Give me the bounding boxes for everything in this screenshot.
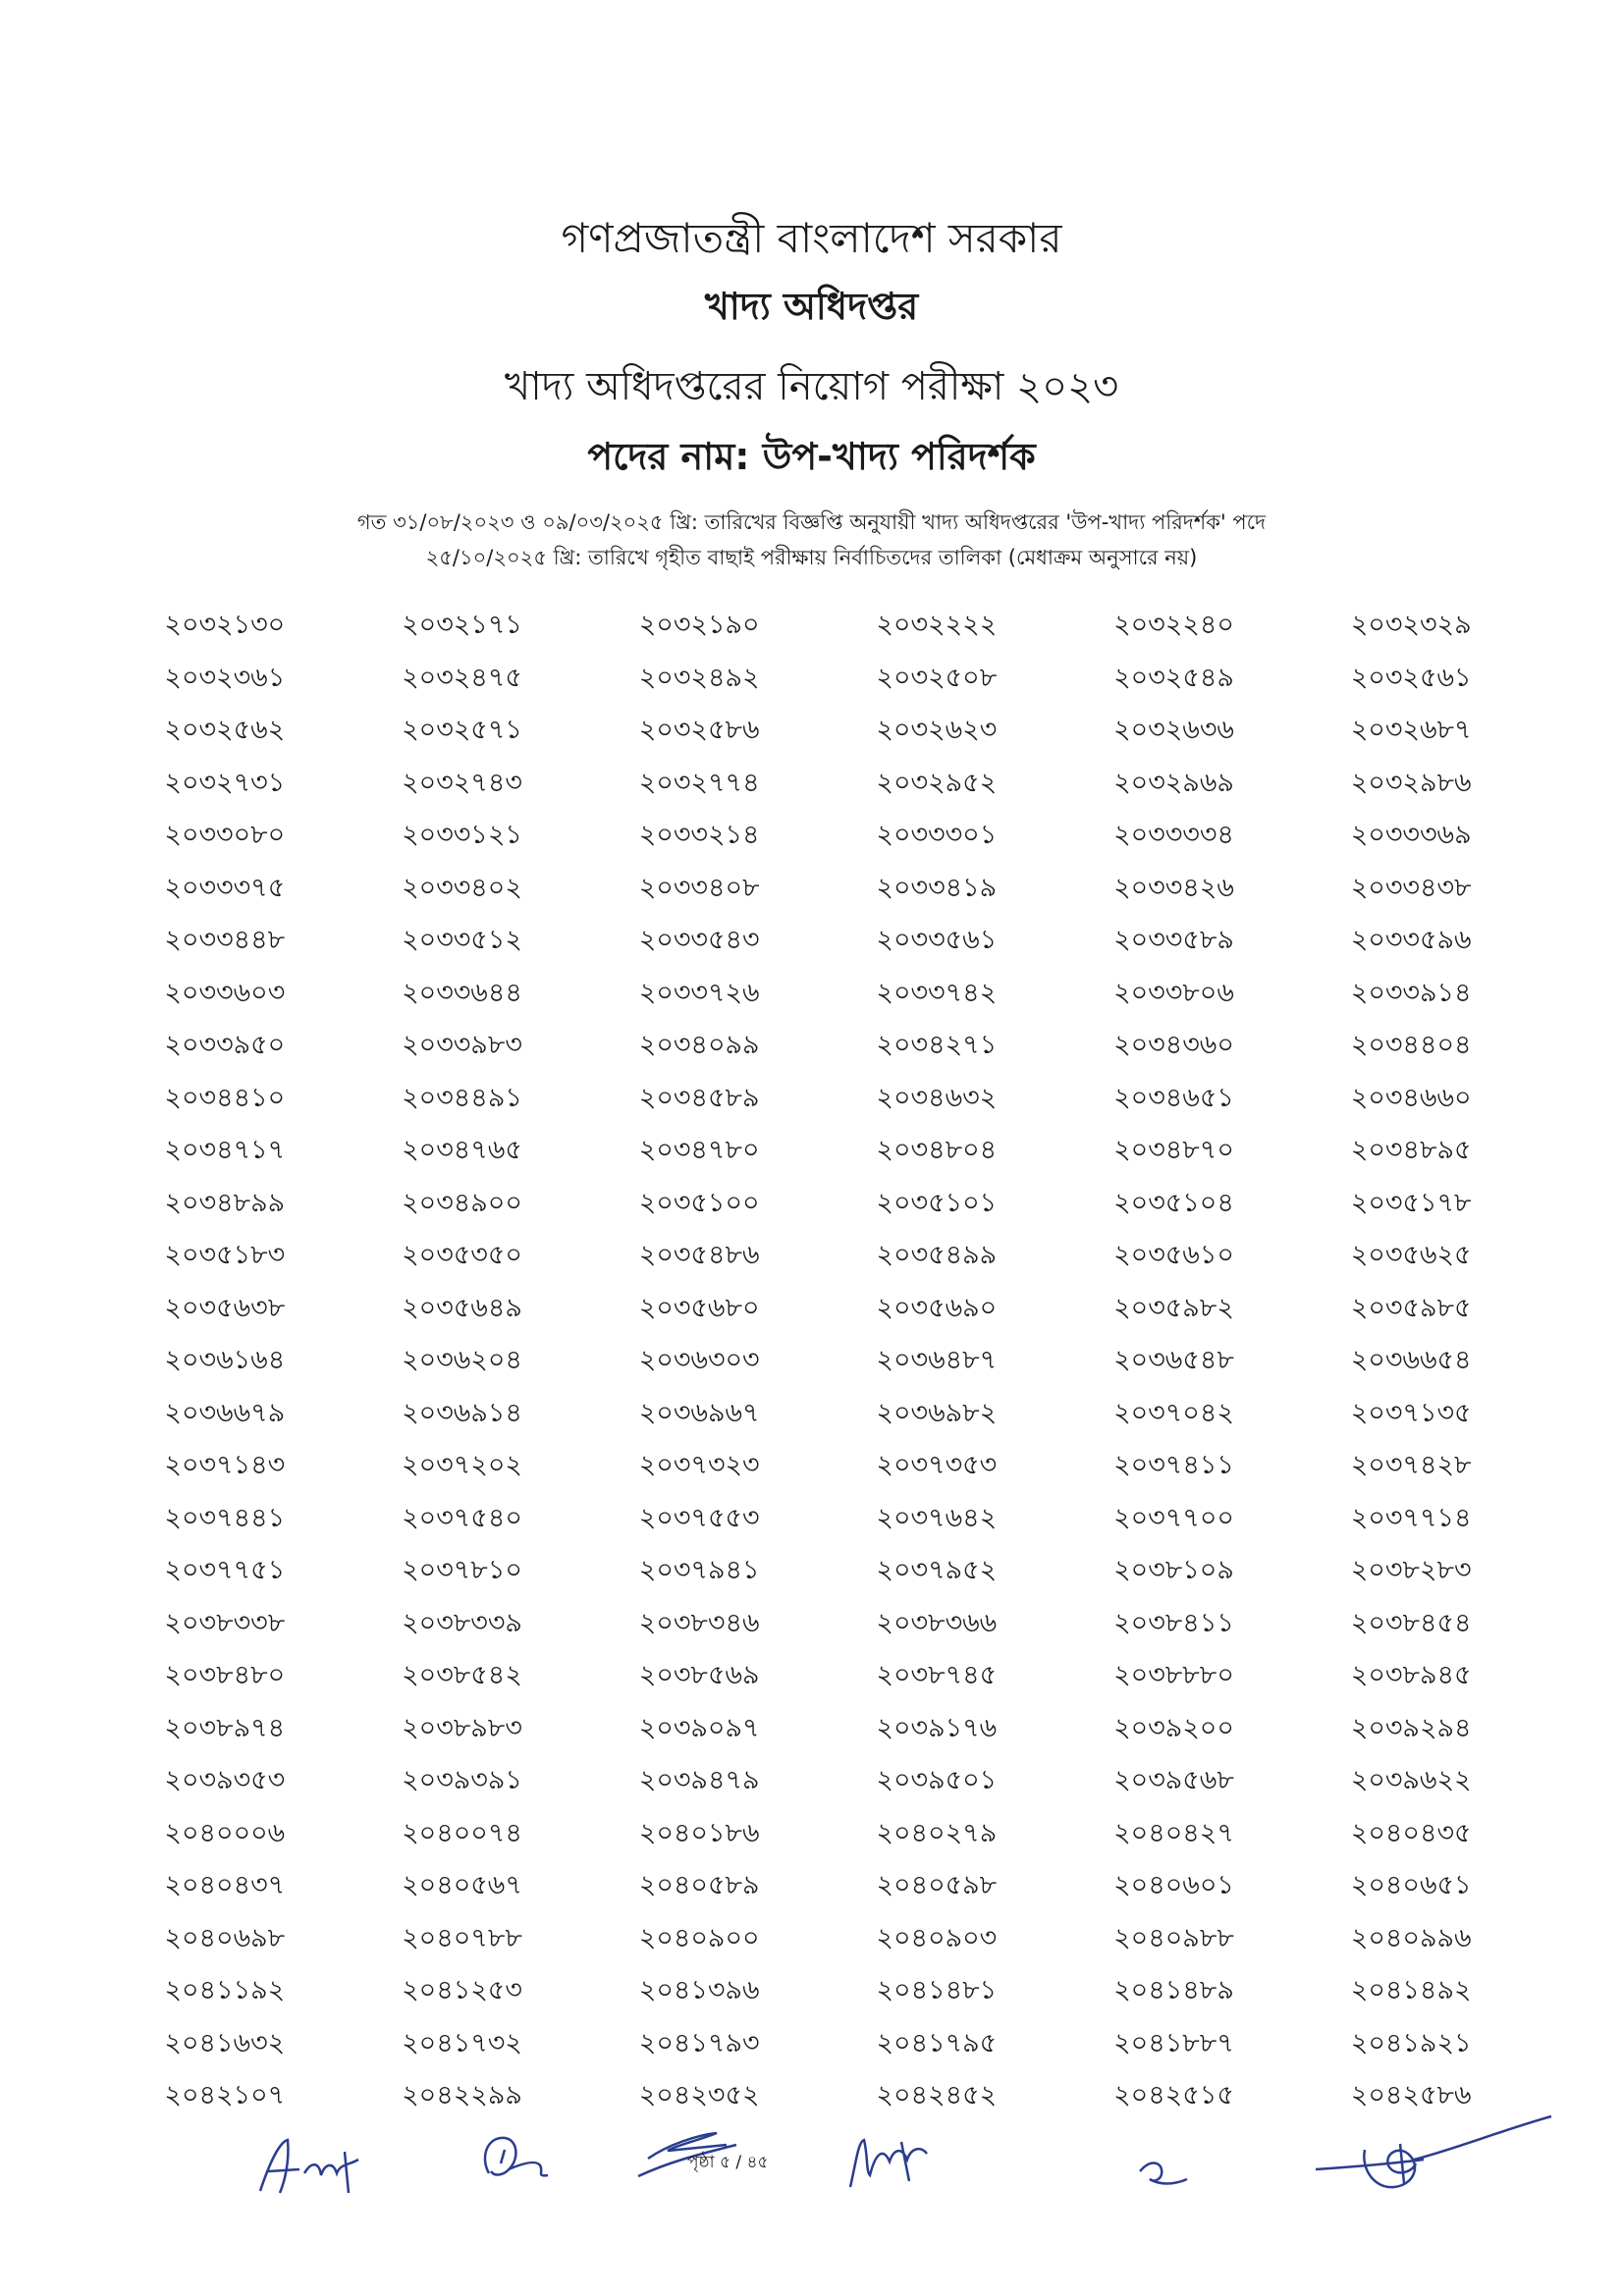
roll-number-cell: ২০৩৮২৮৩: [1350, 1555, 1472, 1586]
roll-number-cell: ২০৩৫৬৪৯: [402, 1292, 522, 1323]
roll-number-cell: ২০৩২৫৭১: [402, 715, 522, 746]
roll-number-cell: ২০৩৮১০৯: [1113, 1555, 1234, 1586]
roll-number-cell: ২০৩২১৯০: [638, 610, 760, 641]
roll-number-cell: ২০৩২৫০৮: [876, 662, 998, 693]
roll-number-cell: ২০৩৭৪১১: [1113, 1450, 1234, 1481]
government-title: গণপ্রজাতন্ত্রী বাংলাদেশ সরকার: [561, 214, 1062, 262]
roll-number-cell: ২০৩৮৩৩৮: [164, 1607, 286, 1638]
roll-number-cell: ২০৩৩৫১২: [402, 925, 522, 956]
roll-number-cell: ২০৩৯৫৬৮: [1113, 1765, 1234, 1796]
roll-number-cell: ২০৩৪৩৬০: [1113, 1030, 1234, 1061]
roll-number-cell: ২০৩২৬৮৭: [1350, 715, 1472, 746]
roll-number-cell: ২০৩৭৫৫৩: [638, 1502, 760, 1533]
roll-number-cell: ২০৩৪৭৮০: [638, 1135, 760, 1166]
roll-number-cell: ২০৩২২৪০: [1113, 610, 1234, 641]
roll-number-cell: ২০৩৭০৪২: [1113, 1397, 1234, 1428]
roll-number-cell: ২০৩৯৫০১: [876, 1765, 998, 1796]
roll-number-cell: ২০৩৭৭১৪: [1350, 1502, 1472, 1533]
notice-line-1: গত ৩১/০৮/২০২৩ ও ০৯/০৩/২০২৫ খ্রি: তারিখের বিজ্ঞপ্তি অনুযায়ী খাদ্য অধিদপ্তরের 'উপ-খাদ্য পরিদর্শক' পদে: [356, 510, 1267, 534]
roll-number-cell: ২০৪০৬৯৮: [164, 1922, 286, 1953]
roll-number-cell: ২০৩৫৬১০: [1113, 1240, 1234, 1271]
roll-number-cell: ২০৪১৭৩২: [402, 2027, 522, 2058]
roll-number-cell: ২০৩৪৪০৪: [1350, 1030, 1472, 1061]
roll-number-cell: ২০৩৫১০০: [638, 1187, 760, 1218]
roll-number-cell: ২০৩৮৯৭৪: [164, 1712, 286, 1743]
roll-number-cell: ২০৪০৯০৩: [876, 1922, 998, 1953]
roll-number-cell: ২০৪০৯৮৮: [1113, 1922, 1234, 1953]
roll-number-cell: ২০৩৩৯৫০: [164, 1030, 286, 1061]
exam-title: খাদ্য অধিদপ্তরের নিয়োগ পরীক্ষা ২০২৩: [504, 364, 1119, 409]
roll-number-cell: ২০৩৭৭৫১: [164, 1555, 286, 1586]
roll-number-cell: ২০৪২২৯৯: [402, 2080, 522, 2111]
roll-number-cell: ২০৪০৫৮৯: [638, 1870, 760, 1901]
roll-number-cell: ২০৪০৬০১: [1113, 1870, 1234, 1901]
roll-number-cell: ২০৩৩৪৪৮: [164, 925, 286, 956]
roll-number-cell: ২০৩৬৬৫৪: [1350, 1345, 1472, 1376]
roll-number-cell: ২০৪১৮৮৭: [1113, 2027, 1234, 2058]
roll-number-cell: ২০৩৬৯৬৭: [638, 1397, 760, 1428]
roll-number-cell: ২০৪০৭৮৮: [402, 1922, 522, 1953]
roll-number-cell: ২০৩২১৩০: [164, 610, 286, 641]
signature-2: [471, 2130, 569, 2189]
roll-number-cell: ২০৩৯২৯৪: [1350, 1712, 1472, 1743]
roll-number-cell: ২০৩৩৬০৩: [164, 977, 286, 1008]
roll-number-cell: ২০৩৯৩৫৩: [164, 1765, 286, 1796]
roll-number-cell: ২০৩৮৯৮৩: [402, 1712, 522, 1743]
roll-number-cell: ২০৩৪৭১৭: [164, 1135, 286, 1166]
roll-number-cell: ২০৪১৯২১: [1350, 2027, 1472, 2058]
roll-number-cell: ২০৩৭৮১০: [402, 1555, 522, 1586]
roll-number-cell: ২০৩২৯৫২: [876, 767, 998, 798]
roll-number-cell: ২০৩৫৬২৫: [1350, 1240, 1472, 1271]
roll-number-cell: ২০৩৩৩৭৫: [164, 872, 286, 903]
roll-number-cell: ২০৩৩৫৪৩: [638, 925, 760, 956]
roll-number-cell: ২০৩৮৩৩৯: [402, 1607, 522, 1638]
roll-number-cell: ২০৩৪৮৯৫: [1350, 1135, 1472, 1166]
roll-number-cell: ২০৩৯১৭৬: [876, 1712, 998, 1743]
post-name: পদের নাম: উপ-খাদ্য পরিদর্শক: [587, 435, 1036, 478]
roll-number-cell: ২০৩৪৯০০: [402, 1187, 522, 1218]
roll-number-cell: ২০৪১৭৯৫: [876, 2027, 998, 2058]
department-title: খাদ্য অধিদপ্তর: [704, 285, 919, 328]
roll-number-cell: ২০৩৫৬৩৮: [164, 1292, 286, 1323]
roll-number-cell: ২০৩৭৯৫২: [876, 1555, 998, 1586]
roll-number-cell: ২০৪০০০৬: [164, 1817, 286, 1848]
roll-number-cell: ২০৩৩৩৬৯: [1350, 820, 1472, 851]
roll-number-cell: ২০৩৭৫৪০: [402, 1502, 522, 1533]
roll-number-cell: ২০৩৪০৯৯: [638, 1030, 760, 1061]
roll-number-cell: ২০৩৬৬৭৯: [164, 1397, 286, 1428]
roll-number-cell: ২০৩৪৪১০: [164, 1082, 286, 1113]
roll-number-cell: ২০৩৮৭৪৫: [876, 1660, 998, 1691]
roll-number-cell: ২০৩৫৩৫০: [402, 1240, 522, 1271]
roll-number-cell: ২০৩৫৪৯৯: [876, 1240, 998, 1271]
roll-number-cell: ২০৩৭৪২৮: [1350, 1450, 1472, 1481]
roll-number-cell: ২০৩৮৮৮০: [1113, 1660, 1234, 1691]
roll-number-cell: ২০৩৪৬৩২: [876, 1082, 998, 1113]
roll-number-cell: ২০৪১৩৯৬: [638, 1975, 760, 2006]
roll-number-cell: ২০৩৩৫৬১: [876, 925, 998, 956]
roll-number-cell: ২০৩৭৭০০: [1113, 1502, 1234, 1533]
roll-number-cell: ২০৩৫১০৪: [1113, 1187, 1234, 1218]
roll-number-cell: ২০৪০৫৬৭: [402, 1870, 522, 1901]
roll-number-cell: ২০৩৫৬৮০: [638, 1292, 760, 1323]
roll-number-cell: ২০৪০৪৩৭: [164, 1870, 286, 1901]
roll-number-cell: ২০৩৮৯৪৫: [1350, 1660, 1472, 1691]
roll-number-cell: ২০৩৬৫৪৮: [1113, 1345, 1234, 1376]
roll-number-cell: ২০৪০৯০০: [638, 1922, 760, 1953]
roll-number-cell: ২০৩২২২২: [876, 610, 998, 641]
roll-number-cell: ২০৩২৬৩৬: [1113, 715, 1234, 746]
roll-number-cell: ২০৩৯০৯৭: [638, 1712, 760, 1743]
roll-number-cell: ২০৩২১৭১: [402, 610, 522, 641]
roll-number-cell: ২০৩২৪৯২: [638, 662, 760, 693]
roll-number-cell: ২০৩৭৯৪১: [638, 1555, 760, 1586]
roll-number-cell: ২০৩৩৪০২: [402, 872, 522, 903]
roll-number-cell: ২০৩৪৬৬০: [1350, 1082, 1472, 1113]
roll-number-cell: ২০৩৭৩২৩: [638, 1450, 760, 1481]
roll-number-cell: ২০৩৫৬৯০: [876, 1292, 998, 1323]
roll-number-cell: ২০৩২৫৬১: [1350, 662, 1472, 693]
roll-number-cell: ২০৩৮৩৬৬: [876, 1607, 998, 1638]
roll-number-cell: ২০৪১১৯২: [164, 1975, 286, 2006]
roll-number-cell: ২০৩৩৯১৪: [1350, 977, 1472, 1008]
roll-number-cell: ২০৩৬৯৮২: [876, 1397, 998, 1428]
roll-number-cell: ২০৩৩৬৪৪: [402, 977, 522, 1008]
roll-number-cell: ২০৩৫৯৮৫: [1350, 1292, 1472, 1323]
roll-number-cell: ২০৩৩৪২৬: [1113, 872, 1234, 903]
roll-number-cell: ২০৩৩১২১: [402, 820, 522, 851]
roll-number-cell: ২০৪০১৮৬: [638, 1817, 760, 1848]
roll-number-cell: ২০৪২১০৭: [164, 2080, 286, 2111]
roll-number-cell: ২০৩৩৫৮৯: [1113, 925, 1234, 956]
roll-number-cell: ২০৩৪৮৯৯: [164, 1187, 286, 1218]
roll-number-cell: ২০৩২৪৭৫: [402, 662, 522, 693]
roll-number-cell: ২০৩২৩২৯: [1350, 610, 1472, 641]
roll-number-cell: ২০৩৬১৬৪: [164, 1345, 286, 1376]
roll-number-cell: ২০৪১৬৩২: [164, 2027, 286, 2058]
roll-number-cell: ২০৩৫১০১: [876, 1187, 998, 1218]
roll-number-cell: ২০৩৩৭২৬: [638, 977, 760, 1008]
roll-number-cell: ২০৩৬৯১৪: [402, 1397, 522, 1428]
roll-number-cell: ২০৪০৫৯৮: [876, 1870, 998, 1901]
roll-number-cell: ২০৩৪৬৫১: [1113, 1082, 1234, 1113]
roll-number-cell: ২০৩৩৪১৯: [876, 872, 998, 903]
roll-number-cell: ২০৪২৫৮৬: [1350, 2080, 1472, 2111]
roll-number-cell: ২০৪০৪২৭: [1113, 1817, 1234, 1848]
roll-number-cell: ২০৪০২৭৯: [876, 1817, 998, 1848]
roll-number-cell: ২০৪২৪৫২: [876, 2080, 998, 2111]
roll-number-cell: ২০৩২৭৭৪: [638, 767, 760, 798]
roll-number-cell: ২০৩২৯৬৯: [1113, 767, 1234, 798]
roll-number-cell: ২০৪১২৫৩: [402, 1975, 522, 2006]
roll-number-cell: ২০৩৪৪৯১: [402, 1082, 522, 1113]
roll-number-cell: ২০৩৫১৭৮: [1350, 1187, 1472, 1218]
roll-number-cell: ২০৩৯৩৯১: [402, 1765, 522, 1796]
roll-number-table: [106, 601, 1530, 2124]
roll-number-cell: ২০৩৮৪১১: [1113, 1607, 1234, 1638]
roll-number-cell: ২০৩৯৪৭৯: [638, 1765, 760, 1796]
roll-number-cell: ২০৩৬৩০৩: [638, 1345, 760, 1376]
roll-number-cell: ২০৩৫১৮৩: [164, 1240, 286, 1271]
roll-number-cell: ২০৩৩৩০১: [876, 820, 998, 851]
roll-number-cell: ২০৪২৩৫২: [638, 2080, 760, 2111]
roll-number-cell: ২০৩৬২০৪: [402, 1345, 522, 1376]
roll-number-cell: ২০৩৭১৪৩: [164, 1450, 286, 1481]
roll-number-cell: ২০৩৪৮০৪: [876, 1135, 998, 1166]
signature-row: [0, 2110, 1623, 2218]
roll-number-cell: ২০৩৮৫৪২: [402, 1660, 522, 1691]
roll-number-cell: ২০৪১৭৯৩: [638, 2027, 760, 2058]
page-number: পৃষ্ঠা ৫ / ৪৫: [687, 2153, 769, 2172]
roll-number-cell: ২০৩৬৪৮৭: [876, 1345, 998, 1376]
roll-number-cell: ২০৪২৫১৫: [1113, 2080, 1234, 2111]
signature-1: [250, 2132, 378, 2201]
roll-number-cell: ২০৩৩৮০৬: [1113, 977, 1234, 1008]
roll-number-cell: ২০৩৭৪৪১: [164, 1502, 286, 1533]
signature-5: [1134, 2150, 1193, 2194]
roll-number-cell: ২০৩৮৫৬৯: [638, 1660, 760, 1691]
roll-number-cell: ২০৩৯৬২২: [1350, 1765, 1472, 1796]
roll-number-cell: ২০৩২৯৮৬: [1350, 767, 1472, 798]
roll-number-cell: ২০৩৩৯৮৩: [402, 1030, 522, 1061]
roll-number-cell: ২০৩৭৩৫৩: [876, 1450, 998, 1481]
roll-number-cell: ২০৩৩৭৪২: [876, 977, 998, 1008]
roll-number-cell: ২০৩২৫৬২: [164, 715, 286, 746]
roll-number-cell: ২০৩৪৫৮৯: [638, 1082, 760, 1113]
roll-number-cell: ২০৪১৪৯২: [1350, 1975, 1472, 2006]
roll-number-cell: ২০৩২৬২৩: [876, 715, 998, 746]
roll-number-cell: ২০৩২৭৩১: [164, 767, 286, 798]
roll-number-cell: ২০৩৯২০০: [1113, 1712, 1234, 1743]
roll-number-cell: ২০৩৩৪০৮: [638, 872, 760, 903]
roll-number-cell: ২০৩৪৭৬৫: [402, 1135, 522, 1166]
roll-number-cell: ২০৩২৫৮৬: [638, 715, 760, 746]
signature-4: [842, 2132, 941, 2191]
roll-number-cell: ২০৩৮৩৪৬: [638, 1607, 760, 1638]
roll-number-cell: ২০৩৮৪৮০: [164, 1660, 286, 1691]
roll-number-cell: ২০৪০৬৫১: [1350, 1870, 1472, 1901]
roll-number-cell: ২০৪০৪৩৫: [1350, 1817, 1472, 1848]
roll-number-cell: ২০৩২৭৪৩: [402, 767, 522, 798]
roll-number-cell: ২০৪১৪৮১: [876, 1975, 998, 2006]
roll-number-cell: ২০৩৫৯৮২: [1113, 1292, 1234, 1323]
roll-number-cell: ২০৩৪২৭১: [876, 1030, 998, 1061]
roll-number-cell: ২০৩৭১৩৫: [1350, 1397, 1472, 1428]
roll-number-cell: ২০৩২৫৪৯: [1113, 662, 1234, 693]
roll-number-cell: ২০৩২৩৬১: [164, 662, 286, 693]
roll-number-cell: ২০৩৩০৮০: [164, 820, 286, 851]
roll-number-cell: ২০৩৭৬৪২: [876, 1502, 998, 1533]
roll-number-cell: ২০৩৫৪৮৬: [638, 1240, 760, 1271]
roll-number-cell: ২০৩৭২০২: [402, 1450, 522, 1481]
roll-number-cell: ২০৪০৯৯৬: [1350, 1922, 1472, 1953]
roll-number-cell: ২০৩৩৩৩৪: [1113, 820, 1234, 851]
roll-number-cell: ২০৩৩৪৩৮: [1350, 872, 1472, 903]
roll-number-cell: ২০৪১৪৮৯: [1113, 1975, 1234, 2006]
notice-line-2: ২৫/১০/২০২৫ খ্রি: তারিখে গৃহীত বাছাই পরীক্ষায় নির্বাচিতদের তালিকা (মেধাক্রম অনুসারে নয়): [425, 546, 1198, 569]
roll-number-cell: ২০৩৮৪৫৪: [1350, 1607, 1472, 1638]
roll-number-cell: ২০৪০০৭৪: [402, 1817, 522, 1848]
signature-6: [1306, 2110, 1561, 2209]
roll-number-cell: ২০৩৪৮৭০: [1113, 1135, 1234, 1166]
roll-number-cell: ২০৩৩৫৯৬: [1350, 925, 1472, 956]
roll-number-cell: ২০৩৩২১৪: [638, 820, 760, 851]
